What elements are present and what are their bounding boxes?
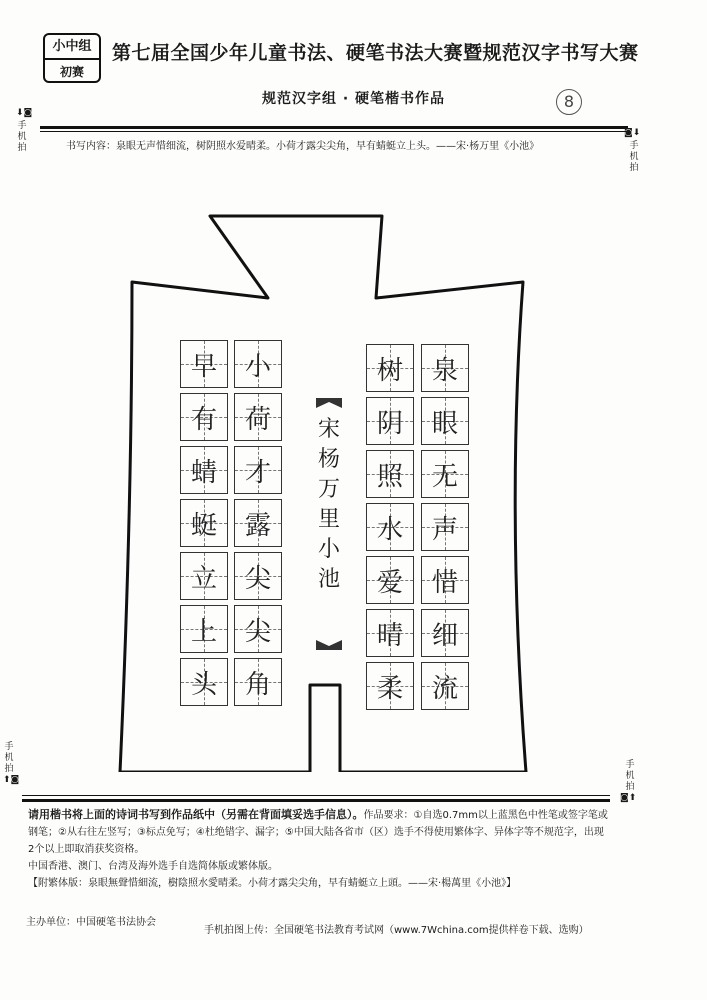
bottom-rule-thin bbox=[22, 795, 610, 796]
camera-icon: ◙⬇ bbox=[624, 128, 641, 138]
char-cell: 尖 bbox=[234, 552, 282, 600]
right-photo-marker-bottom bbox=[620, 760, 637, 804]
top-rule-thick bbox=[40, 126, 628, 129]
char-cell: 水 bbox=[366, 503, 414, 551]
char-cell: 声 bbox=[421, 503, 469, 551]
char-cell: 爱 bbox=[366, 556, 414, 604]
char-cell: 惜 bbox=[421, 556, 469, 604]
char-cell: 荷 bbox=[234, 393, 282, 441]
bottom-rule-thick bbox=[22, 799, 610, 802]
left-side-label: 手机拍 bbox=[17, 121, 27, 153]
char-cell: 尖 bbox=[234, 605, 282, 653]
footer-instructions bbox=[28, 806, 608, 892]
char-cell: 蜻 bbox=[180, 446, 228, 494]
right-photo-marker-top bbox=[624, 128, 641, 174]
char-cell: 柔 bbox=[366, 662, 414, 710]
char-cell: 无 bbox=[421, 450, 469, 498]
writing-content: 书写内容：泉眼无声惜细流，树阴照水爱晴柔。小荷才露尖尖角，早有蜻蜓立上头。——宋·杨万里《小池》 bbox=[66, 141, 540, 152]
char-cell: 立 bbox=[180, 552, 228, 600]
upload-info: 手机拍图上传：全国硬笔书法教育考试网（www.7Wchina.com提供样卷下载、选购） bbox=[204, 925, 589, 936]
camera-icon: ◙⬆ bbox=[620, 793, 637, 803]
organizer: 主办单位：中国硬笔书法协会 bbox=[26, 917, 156, 928]
stage-label: 初赛 bbox=[59, 65, 84, 79]
group-label: 小中组 bbox=[45, 35, 99, 60]
char-cell: 晴 bbox=[366, 609, 414, 657]
regions-note: 中国香港、澳门、台湾及海外选手自选简体版或繁体版。 bbox=[28, 861, 278, 872]
char-cell: 照 bbox=[366, 450, 414, 498]
instruction-requirements: 作品要求：①自选0.7mm以上蓝黑色中性笔或签字笔或钢笔；②从右往左竖写；③标点免写；④杜绝错字、漏字；⑤中国大陆各省市（区）选手不得使用繁体字、异体字等不规范字，出现2个以上即取消获奖资格。 bbox=[28, 810, 608, 855]
char-cell: 细 bbox=[421, 609, 469, 657]
poem-column-1 bbox=[421, 344, 469, 715]
left-photo-marker-bottom bbox=[3, 742, 20, 786]
entry-number: 8 bbox=[556, 89, 582, 115]
char-cell: 有 bbox=[180, 393, 228, 441]
traditional-version: 【附繁体版：泉眼無聲惜細流，樹陰照水愛晴柔。小荷才露尖尖角，早有蜻蜓立上頭。——宋·楊萬里《小池》】 bbox=[28, 878, 517, 889]
char-cell: 眼 bbox=[421, 397, 469, 445]
poem-column-4 bbox=[180, 340, 228, 711]
category-subtitle: 规范汉字组 · 硬笔楷书作品 bbox=[261, 91, 446, 107]
char-cell: 角 bbox=[234, 658, 282, 706]
char-cell: 头 bbox=[180, 658, 228, 706]
right-side-label: 手机拍 bbox=[625, 760, 635, 792]
instruction-lead: 请用楷书将上面的诗词书写到作品纸中（另需在背面填妥选手信息）。 bbox=[28, 808, 364, 821]
char-cell: 才 bbox=[234, 446, 282, 494]
poem-column-3 bbox=[234, 340, 282, 711]
char-cell: 蜓 bbox=[180, 499, 228, 547]
left-photo-marker-top bbox=[16, 108, 33, 154]
top-rule-thin bbox=[40, 131, 628, 132]
competition-title: 第七届全国少年儿童书法、硬笔书法大赛暨规范汉字书写大赛 bbox=[112, 42, 639, 64]
char-cell: 上 bbox=[180, 605, 228, 653]
char-cell: 树 bbox=[366, 344, 414, 392]
char-cell: 小 bbox=[234, 340, 282, 388]
char-cell: 露 bbox=[234, 499, 282, 547]
group-badge bbox=[43, 33, 101, 83]
camera-icon: ⬆◙ bbox=[3, 775, 20, 785]
camera-icon: ⬇◙ bbox=[16, 108, 33, 118]
char-cell: 流 bbox=[421, 662, 469, 710]
char-cell: 早 bbox=[180, 340, 228, 388]
poem-column-2 bbox=[366, 344, 414, 715]
char-cell: 阴 bbox=[366, 397, 414, 445]
signature: 宋杨万里小池 bbox=[317, 417, 340, 592]
right-side-label: 手机拍 bbox=[629, 141, 639, 173]
left-side-label: 手机拍 bbox=[4, 742, 14, 774]
char-cell: 泉 bbox=[421, 344, 469, 392]
